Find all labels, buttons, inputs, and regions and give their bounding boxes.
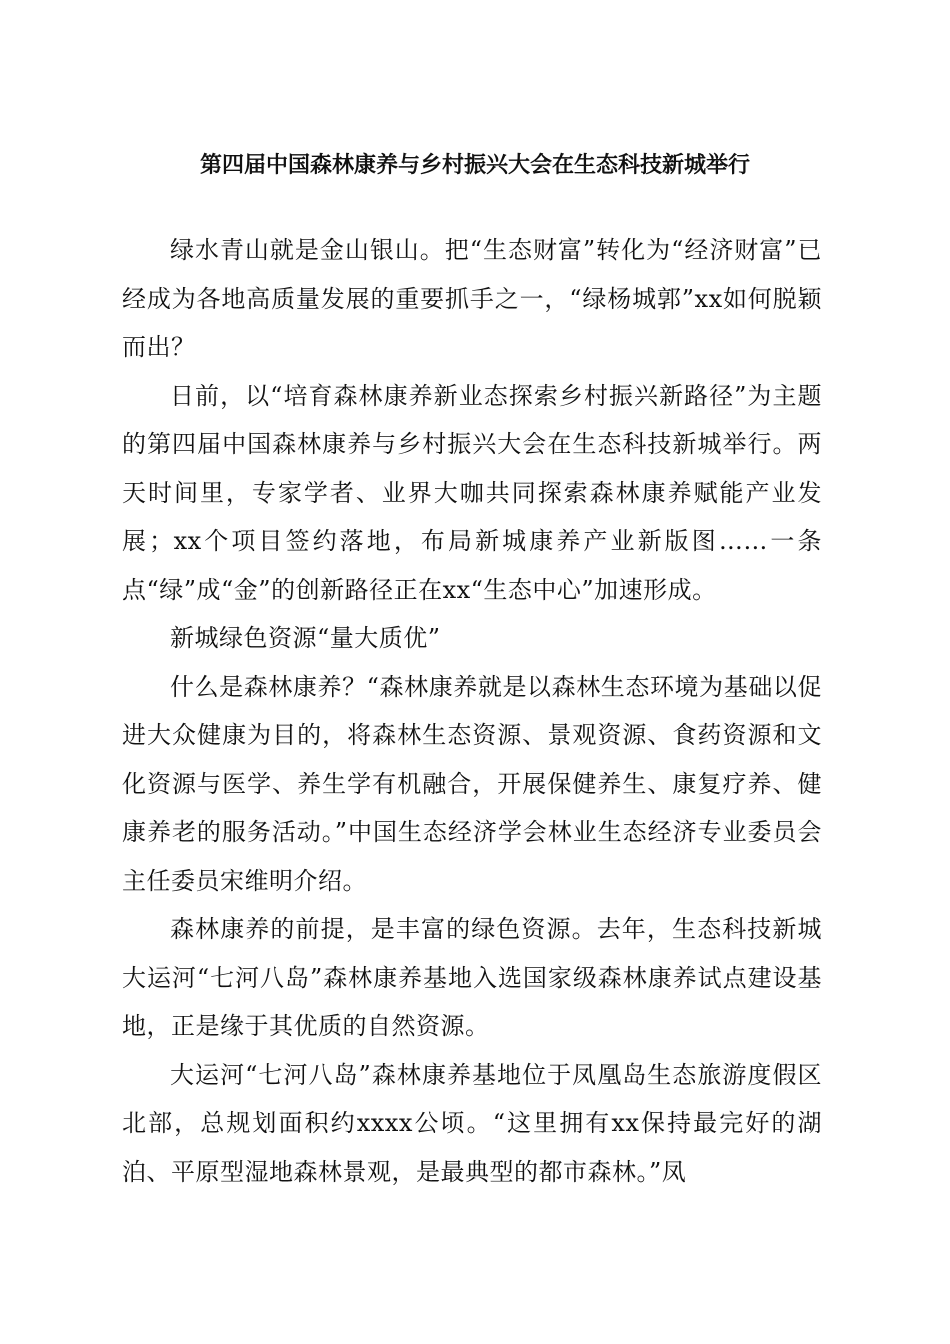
paragraph: 森林康养的前提，是丰富的绿色资源。去年，生态科技新城大运河“七河八岛”森林康养基地入选国家级森林康养试点建设基地，正是缘于其优质的自然资源。	[122, 915, 822, 1040]
document-title: 第四届中国森林康养与乡村振兴大会在生态科技新城举行	[199, 152, 750, 178]
paragraph: 绿水青山就是金山银山。把“生态财富”转化为“经济财富”已经成为各地高质量发展的重要抓手之一，“绿杨城郭”xx如何脱颖而出？	[122, 236, 822, 361]
paragraph: 什么是森林康养？“森林康养就是以森林生态环境为基础以促进大众健康为目的，将森林生态资源、景观资源、食药资源和文化资源与医学、养生学有机融合，开展保健养生、康复疗养、健康养老的服务活动。”中国生态经济学会林业生态经济专业委员会主任委员宋维明介绍。	[122, 672, 822, 895]
paragraph: 大运河“七河八岛”森林康养基地位于凤凰岛生态旅游度假区北部，总规划面积约xxxx公顷。“这里拥有xx保持最完好的湖泊、平原型湿地森林景观，是最典型的都市森林。”凤	[122, 1060, 822, 1186]
document-body	[122, 226, 822, 1196]
paragraph: 日前，以“培育森林康养新业态探索乡村振兴新路径”为主题的第四届中国森林康养与乡村振兴大会在生态科技新城举行。两天时间里，专家学者、业界大咖共同探索森林康养赋能产业发展；xx个项目签约落地，布局新城康养产业新版图……一条点“绿”成“金”的创新路径正在xx“生态中心”加速形成。	[122, 381, 822, 604]
section-heading: 新城绿色资源“量大质优”	[170, 624, 441, 652]
